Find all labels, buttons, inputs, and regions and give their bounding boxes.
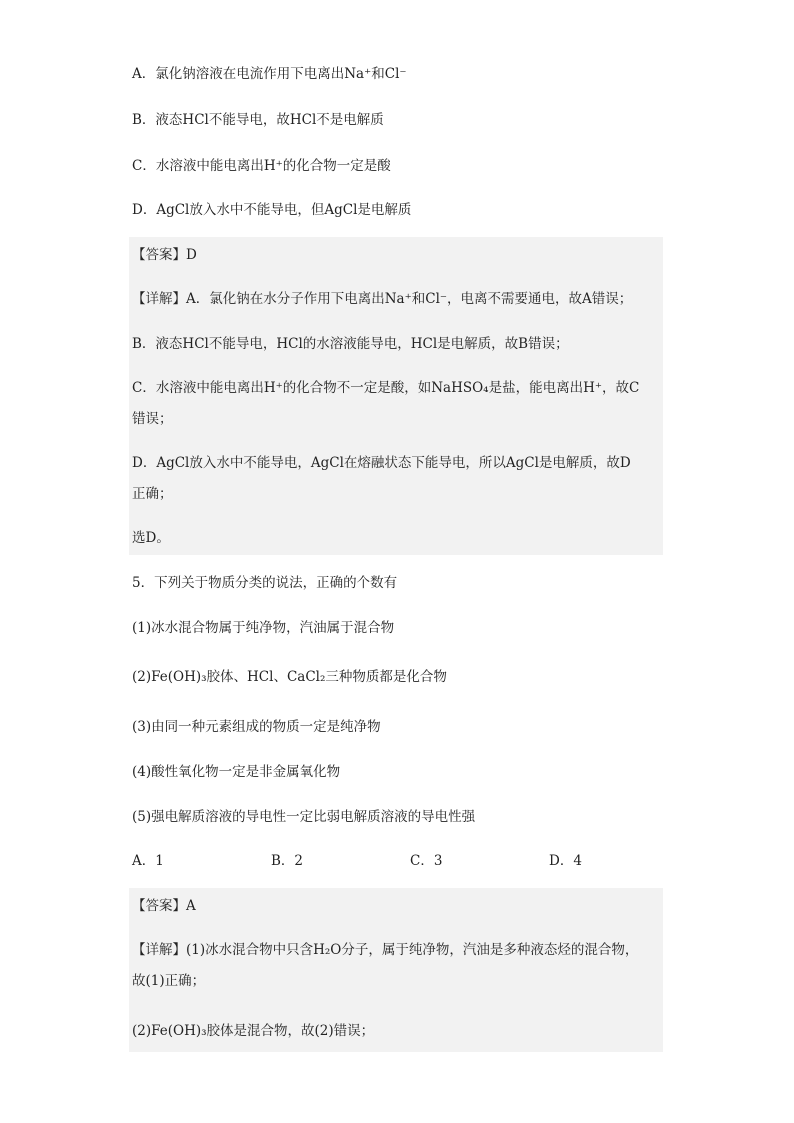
q5-stem: 5．下列关于物质分类的说法，正确的个数有 — [132, 575, 398, 591]
q4-option-a: A．氯化钠溶液在电流作用下电离出Na⁺和Cl⁻ — [132, 66, 407, 82]
q4-detail-d-cont: 正确； — [132, 486, 173, 502]
q5-choice-a: A．1 — [132, 853, 164, 869]
q4-detail-c: C．水溶液中能电离出H⁺的化合物不一定是酸，如NaHSO₄是盐，能电离出H⁺，故C — [132, 380, 640, 396]
q5-item-1: (1)冰水混合物属于纯净物，汽油属于混合物 — [132, 620, 395, 636]
q5-detail-1-cont: 故(1)正确； — [132, 973, 206, 989]
q4-option-c: C．水溶液中能电离出H⁺的化合物一定是酸 — [132, 158, 391, 174]
q5-choice-c: C．3 — [410, 853, 443, 869]
q4-answer: 【答案】D — [132, 247, 197, 263]
q4-conclusion: 选D。 — [132, 530, 170, 546]
q5-item-3: (3)由同一种元素组成的物质一定是纯净物 — [132, 719, 381, 735]
q5-choice-b: B．2 — [271, 853, 304, 869]
q5-detail-2: (2)Fe(OH)₃胶体是混合物，故(2)错误； — [132, 1023, 375, 1039]
q5-detail-1: 【详解】(1)冰水混合物中只含H₂O分子，属于纯净物，汽油是多种液态烃的混合物， — [132, 942, 639, 958]
q4-option-d: D．AgCl放入水中不能导电，但AgCl是电解质 — [132, 202, 412, 218]
q4-detail-b: B．液态HCl不能导电，HCl的水溶液能导电，HCl是电解质，故B错误； — [132, 336, 569, 352]
q4-detail-a: 【详解】A．氯化钠在水分子作用下电离出Na⁺和Cl⁻，电离不需要通电，故A错误； — [132, 291, 633, 307]
q4-option-b: B．液态HCl不能导电，故HCl不是电解质 — [132, 112, 384, 128]
q4-detail-d: D．AgCl放入水中不能导电，AgCl在熔融状态下能导电，所以AgCl是电解质，故D — [132, 455, 631, 471]
q4-detail-c-cont: 错误； — [132, 411, 173, 427]
q5-item-4: (4)酸性氧化物一定是非金属氧化物 — [132, 764, 341, 780]
q5-item-2: (2)Fe(OH)₃胶体、HCl、CaCl₂三种物质都是化合物 — [132, 669, 447, 685]
q5-item-5: (5)强电解质溶液的导电性一定比弱电解质溶液的导电性强 — [132, 809, 476, 825]
q5-answer: 【答案】A — [132, 898, 196, 914]
q5-choice-d: D．4 — [549, 853, 582, 869]
